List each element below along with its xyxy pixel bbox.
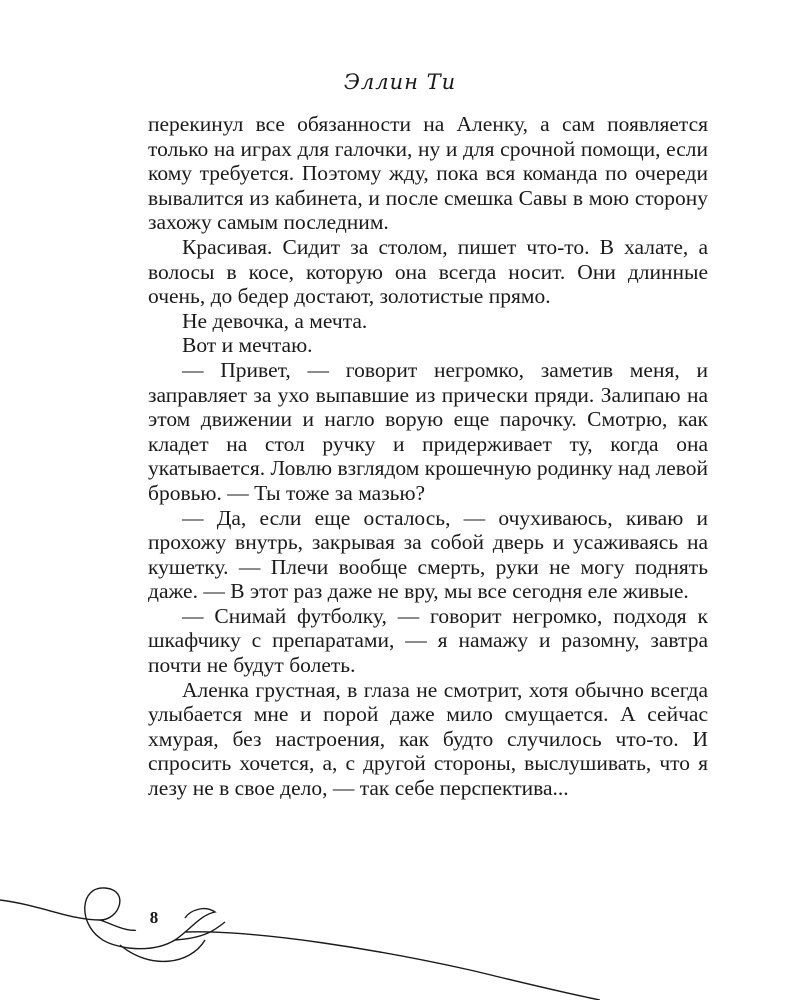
paragraph: перекинул все обязанности на Аленку, а сам появляется только на играх для галочки, ну и для срочной помощи, если кому требуется. Поэтому жду, пока вся команда по очереди вывалится из кабинета, и после смешка Савы в мою сторону захожу самым последним. (148, 112, 708, 235)
paragraph: — Снимай футболку, — говорит негромко, подходя к шкафчику с препаратами, — я намажу и разомну, завтра почти не будут болеть. (148, 603, 708, 678)
page-number: 8 (132, 896, 176, 940)
paragraph: — Да, если еще осталось, — очухиваюсь, киваю и прохожу внутрь, закрывая за собой дверь и усаживаясь на кушетку. — Плечи вообще смерть, руки не могу поднять даже. — В этот раз даже не вру, мы все сегодня еле живые. (148, 505, 708, 604)
body-text (148, 112, 708, 801)
running-header: Эллин Ти (343, 70, 457, 94)
decorative-ornament (0, 860, 800, 1000)
paragraph: — Привет, — говорит негромко, заметив меня, и заправляет за ухо выпавшие из прически пряди. Залипаю на этом движении и нагло ворую еще парочку. Смотрю, как кладет на стол ручку и придерживает ту, когда она укатывается. Ловлю взглядом крошечную родинку над левой бровью. — Ты тоже за мазью? (148, 357, 708, 505)
paragraph: Красивая. Сидит за столом, пишет что-то. В халате, а волосы в косе, которую она всегда носит. Они длинные очень, до бедер достают, золотистые прямо. (148, 234, 708, 309)
paragraph: Не девочка, а мечта. (182, 308, 368, 333)
paragraph: Аленка грустная, в глаза не смотрит, хотя обычно всегда улыбается мне и порой даже мило смущается. А сейчас хмурая, без настроения, как будто случилось что-то. И спросить хочется, а, с другой стороны, выслушивать, что я лезу не в свое дело, — так себе перспектива... (148, 677, 708, 801)
paragraph: Вот и мечтаю. (182, 333, 313, 358)
